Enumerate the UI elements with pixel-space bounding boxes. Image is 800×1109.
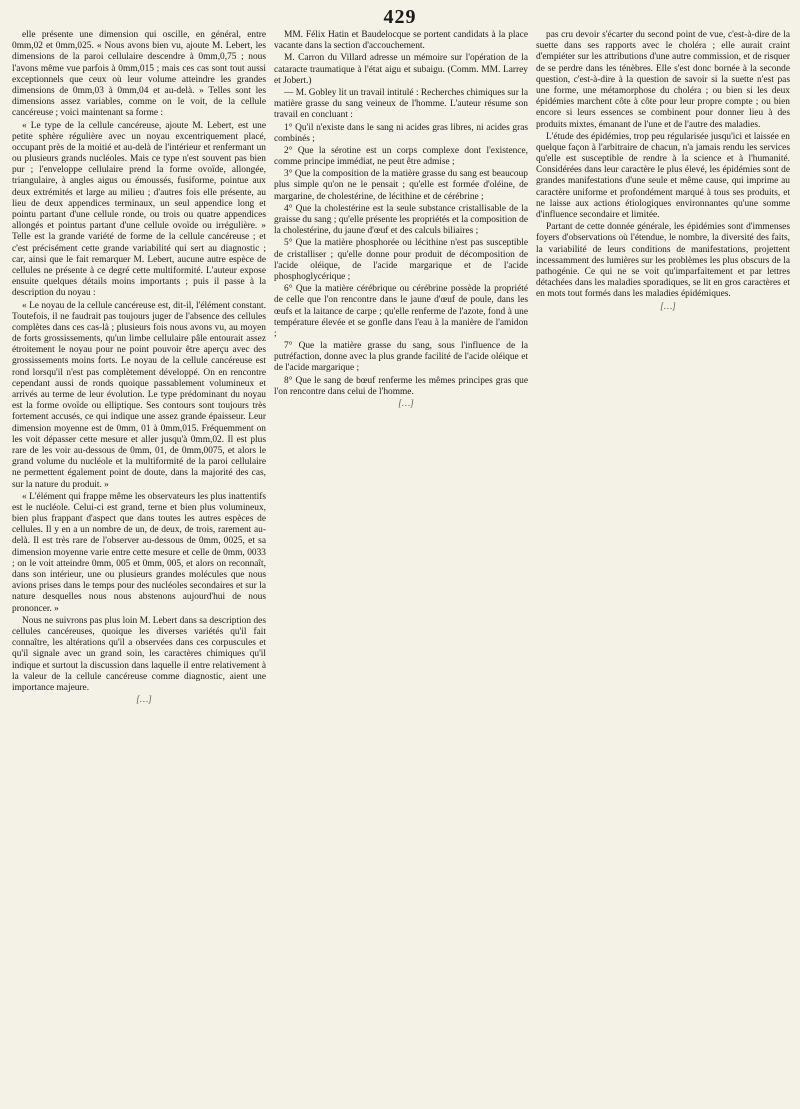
paragraph: L'étude des épidémies, trop peu régularisée jusqu'ici et laissée en quelque façon à l'arbitraire de chacun, n'a jamais rendu les services qu'elle est susceptible de rendre à la science et à l'humanité. Considérées dans leur caractère le plus élevé, les épidémies sont de grandes manifestations d'une seule et même cause, qui imprime au caractère uniforme et profondément marqué à tous ses produits, et ne laisse aux actions étiologiques environnantes qu'une somme d'influence secondaire et limitée. [536, 131, 790, 220]
truncation-marker: […] [660, 301, 676, 312]
paragraph: 6° Que la matière cérébrique ou cérébrine possède la propriété de celle que l'on rencontre dans le jaune d'œuf de poule, dans les œufs et la laitance de carpe ; qu'elle renferme de l'azote, fond à une température élevée et se gonfle dans l'eau à la manière de l'amidon ; [274, 284, 528, 339]
paragraph: elle présente une dimension qui oscille, en général, entre 0mm,02 et 0mm,025. « Nous avons bien vu, ajoute M. Lebert, les dimensions de la paroi cellulaire descendre à 0mm,0,75 ; nous l'avons même vue parfois à 0mm,015 ; mais ces cas sont tout aussi exceptionnels que ceux où leur volume atteindre les grandes dimensions de 0mm,03 à 0mm,04 et au-delà. » Telles sont les dimensions assez variables, comme on le voit, de la cellule cancéreuse ; voici maintenant sa forme : [12, 30, 266, 119]
paragraph: 8° Que le sang de bœuf renferme les mêmes principes gras que l'on rencontre dans celui de l'homme. [274, 375, 528, 397]
page-number: 429 [383, 6, 417, 28]
paragraph: « Le type de la cellule cancéreuse, ajoute M. Lebert, est une petite sphère régulière avec un noyau excentriquement placé, occupant près de la moitié et au-delà de l'intérieur et renfermant un ou plusieurs grands nucléoles. Mais ce type n'est souvent pas bien pur ; l'enveloppe cellulaire prend la forme ovoïde, allongée, triangulaire, à angles aigus ou émoussés, fusiforme, pointue aux deux extrémités et large au milieu ; d'autres fois elle présente, au lieu de deux appendices terminaux, un seul appendice long et pointu partant d'une cellule ronde, ou trois ou quatre appendices allongés et pointus partant d'une cellule ovoïde ou irrégulière. » Telle est la grande variété de forme de la cellule cancéreuse ; et c'est précisément cette grande variabilité qui sert au diagnostic ; car, ainsi que le fait remarquer M. Lebert, aucune autre espèce de cellules ne présente à ce degré cette multiformité. L'auteur expose ensuite quelques détails moins importants ; puis il passe à la description du noyau : [12, 120, 266, 299]
column-middle [274, 30, 528, 1105]
paragraph: 4° Que la cholestérine est la seule substance cristallisable de la graisse du sang ; qu'elle présente les propriétés et la composition de la cholestérine, du jaune d'œuf et des calculs biliaires ; [274, 203, 528, 237]
paragraph: — M. Gobley lit un travail intitulé : Recherches chimiques sur la matière grasse du sang veineux de l'homme. L'auteur résume son travail en concluant : [274, 87, 528, 121]
text-columns [12, 30, 790, 1105]
paragraph: 7° Que la matière grasse du sang, sous l'influence de la putréfaction, donne avec la plus grande facilité de l'acide oléique et de l'acide margarique ; [274, 341, 528, 374]
paragraph: « Le noyau de la cellule cancéreuse est, dit-il, l'élément constant. Toutefois, il ne faudrait pas toujours juger de l'absence des cellules complètes dans ces cas-là ; plusieurs fois nous avons vu, au moyen de forts grossissements, qu'un limbe cellulaire pâle entourait assez étroitement le noyau pour ne point pouvoir être aperçu avec des grossissements moins forts. Le noyau de la cellule cancéreuse est rond lorsqu'il n'est pas complètement développé. On en rencontre cependant aussi de ronds quoique passablement volumineux et arrivés au terme de leur évolution. Le type prédominant du noyau est la forme ovoïde ou elliptique. Ses contours sont toujours très fortement accusés, ce qui indique une assez grande épaisseur. Leur dimension moyenne est de 0mm, 01 à 0mm,015. Fréquemment on les voit dépasser cette mesure et aller jusqu'à 0mm,02. Il est plus rare de les voir au-dessous de 0mm, 01, de 0mm,0075, et alors le grand volume du nucléole et la multiformité de la paroi cellulaire ne permettent également point de doute, dans la majorité des cas, sur la nature du produit. » [12, 300, 266, 490]
paragraph: Partant de cette donnée générale, les épidémies sont d'immenses foyers d'observations où l'étendue, le nombre, la diversité des faits, la variabilité de leurs conditions de manifestations, projettent incessamment des lumières sur les problèmes les plus obscurs de la pathogénie. Ce qui ne se voit qu'imparfaitement et par lettres détachées dans les maladies sporadiques, se lit en gros caractères et en mots tout formés dans les maladies épidémiques. [536, 222, 790, 300]
truncation-marker: […] [136, 695, 152, 706]
paragraph: Nous ne suivrons pas plus loin M. Lebert dans sa description des cellules cancéreuses, quoique les diverses variétés qu'il fait connaître, les altérations qu'il a observées dans ces corpuscules et qu'il signale avec un grand soin, les caractères chimiques qu'il indique et surtout la discussion dans laquelle il entre relativement à la valeur de la cellule cancéreuse comme diagnostic, aient une importance majeure. [12, 615, 266, 693]
column-right [536, 30, 790, 1105]
paragraph: MM. Félix Hatin et Baudelocque se portent candidats à la place vacante dans la section d'accouchement. [274, 30, 528, 52]
paragraph: pas cru devoir s'écarter du second point de vue, c'est-à-dire de la suette dans ses rapports avec le choléra ; elle aurait craint d'empiéter sur les attributions d'une autre commission, et de risquer de se perdre dans les ténèbres. Elle s'est donc bornée à la seconde question, c'est-à-dire à la question de savoir si la suette n'est pas une forme, une métamorphose du choléra ; ou bien si les deux épidémies marchent côte à côte pour leur propre compte ; ou bien encore si leurs essences se combinent pour donner lieu à des produits mixtes, émanant de l'une et de l'autre des maladies. [536, 30, 790, 130]
paragraph: 2° Que la sérotine est un corps complexe dont l'existence, comme principe immédiat, ne peut être admise ; [274, 145, 528, 168]
paragraph: 1° Qu'il n'existe dans le sang ni acides gras libres, ni acides gras combinés ; [274, 122, 528, 144]
paragraph: 3° Que la composition de la matière grasse du sang est beaucoup plus simple qu'on ne le pensait ; qu'elle est formée d'oléine, de margarine, de cholestérine, de lécithine et de cérébrine ; [274, 169, 528, 202]
truncation-marker: […] [398, 399, 414, 409]
paragraph: M. Carron du Villard adresse un mémoire sur l'opération de la cataracte traumatique à l'état aigu et subaigu. (Comm. MM. Larrey et Jobert.) [274, 53, 528, 86]
column-left [12, 30, 266, 1105]
paragraph: « L'élément qui frappe même les observateurs les plus inattentifs est le nucléole. Celui-ci est grand, terne et bien plus volumineux, bien plus frappant d'aspect que dans toutes les autres espèces de cellules. Il y en a un nombre de un, de deux, de trois, rarement au-delà. Il est très rare de l'observer au-dessous de 0mm, 0025, et sa dimension moyenne varie entre cette mesure et celle de 0mm, 0033 ; on le voit atteindre 0mm, 005 et 0mm, 005, et alors on reconnaît, dans son intérieur, une ou plusieurs grandes molécules que nous avions prises dans le temps pour des nucléoles secondaires et sur la nature desquelles nous nous abstenons aujourd'hui de nous prononcer. » [12, 491, 266, 614]
paragraph: 5° Que la matière phosphorée ou lécithine n'est pas susceptible de cristalliser ; qu'elle donne pour produit de décomposition de l'acide oléique, de l'acide margarique et de l'acide phosphoglycérique ; [274, 238, 528, 282]
